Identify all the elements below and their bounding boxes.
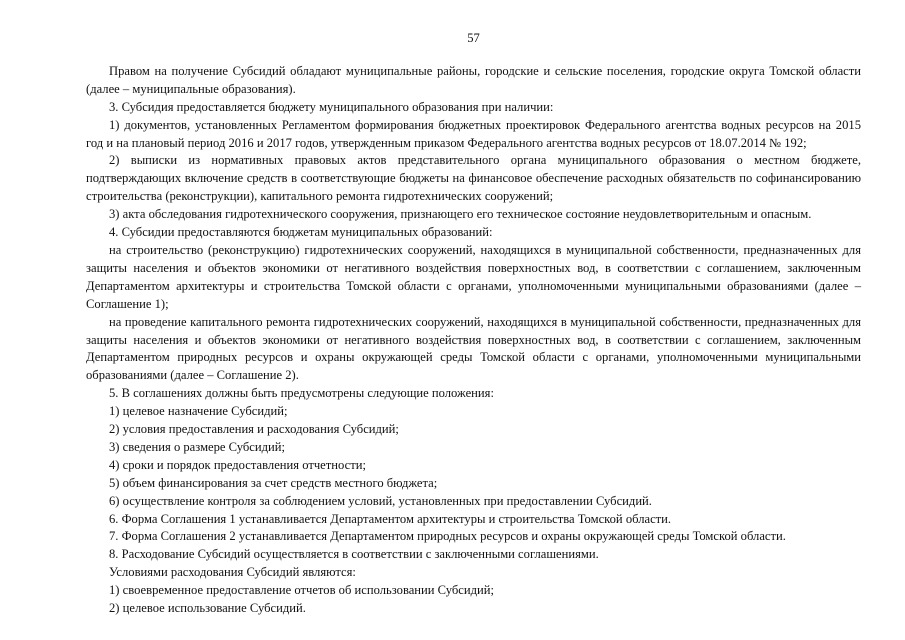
- paragraph-3-item-2: 2) выписки из нормативных правовых актов представительного органа муниципального образования о местном бюджете, подтверждающих включение средств в соответствующие бюджеты на финансовое обеспечение расходных обязательств по софинансированию строительства (реконструкции), капитального ремонта гидротехнических сооружений;: [86, 153, 861, 204]
- paragraph-5-item-2: 2) условия предоставления и расходования Субсидий;: [109, 422, 399, 437]
- paragraph-section-5: 5. В соглашениях должны быть предусмотрены следующие положения:: [109, 386, 494, 401]
- paragraph-5-item-3: 3) сведения о размере Субсидий;: [109, 439, 286, 454]
- paragraph-section-8: 8. Расходование Субсидий осуществляется в соответствии с заключенными соглашениями.: [109, 547, 599, 562]
- paragraph-eligibility: Правом на получение Субсидий обладают муниципальные районы, городские и сельские поселения, городские округа Томской области (далее – муниципальные образования).: [86, 63, 861, 96]
- paragraph-condition-2: 2) целевое использование Субсидий.: [109, 601, 306, 616]
- document-page: [86, 30, 861, 618]
- paragraph-4-repair: на проведение капитального ремонта гидротехнических сооружений, находящихся в муниципальной собственности, предназначенных для защиты населения и объектов экономики от негативного воздействия поверхностных вод, в соответствии с соглашением, заключенным Департаментом природных ресурсов и охраны окружающей среды Томской области с органами, уполномоченными муниципальными образованиями (далее – Соглашение 2).: [86, 314, 861, 383]
- paragraph-section-4: 4. Субсидии предоставляются бюджетам муниципальных образований:: [109, 225, 493, 240]
- paragraph-section-7: 7. Форма Соглашения 2 устанавливается Департаментом природных ресурсов и охраны окружающей среды Томской области.: [109, 529, 786, 544]
- paragraph-condition-1: 1) своевременное предоставление отчетов об использовании Субсидий;: [109, 583, 495, 598]
- paragraph-conditions-heading: Условиями расходования Субсидий являются:: [109, 565, 356, 580]
- paragraph-5-item-5: 5) объем финансирования за счет средств местного бюджета;: [109, 475, 438, 490]
- paragraph-5-item-1: 1) целевое назначение Субсидий;: [109, 404, 288, 419]
- paragraph-section-6: 6. Форма Соглашения 1 устанавливается Департаментом архитектуры и строительства Томской области.: [109, 511, 672, 526]
- paragraph-5-item-6: 6) осуществление контроля за соблюдением условий, установленных при предоставлении Субсидий.: [109, 493, 652, 508]
- paragraph-section-3: 3. Субсидия предоставляется бюджету муниципального образования при наличии:: [109, 99, 554, 114]
- paragraph-5-item-4: 4) сроки и порядок предоставления отчетности;: [109, 457, 366, 472]
- page-number: 57: [467, 31, 480, 45]
- paragraph-4-construction: на строительство (реконструкцию) гидротехнических сооружений, находящихся в муниципальной собственности, предназначенных для защиты населения и объектов экономики от негативного воздействия поверхностных вод, в соответствии с соглашением, заключенным Департаментом архитектуры и строительства Томской области с органами, уполномоченными муниципальными образованиями (далее – Соглашение 1);: [86, 242, 861, 311]
- paragraph-3-item-3: 3) акта обследования гидротехнического сооружения, признающего его техническое состояние неудовлетворительным и опасным.: [109, 207, 812, 222]
- paragraph-3-item-1: 1) документов, установленных Регламентом формирования бюджетных проектировок Федерального агентства водных ресурсов на 2015 год и на плановый период 2016 и 2017 годов, утвержденным приказом Федерального агентства водных ресурсов от 18.07.2014 № 192;: [86, 117, 861, 150]
